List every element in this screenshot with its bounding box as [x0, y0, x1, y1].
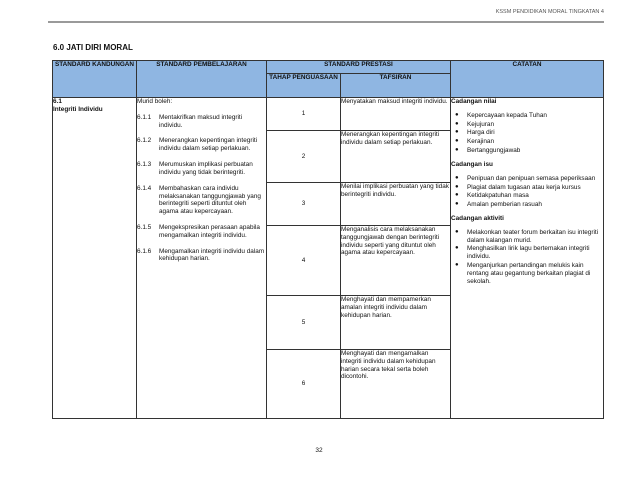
header-divider: [48, 21, 604, 23]
pembelajaran-item-text: Membahaskan cara individu melaksanakan tanggungjawab yang berintegriti seperti dituntut oleh agama atau kepercayaan.: [159, 184, 261, 216]
page-header: [48, 4, 604, 18]
header-standard-kandungan: STANDARD KANDUNGAN: [53, 61, 137, 98]
pembelajaran-item-text: Merumuskan implikasi perbuatan individu yang tidak berintegriti.: [159, 161, 253, 176]
tafsiran-cell: Menghayati dan mengamalkan integriti individu dalam kehidupan harian secara tekal serta boleh dicontohi.: [341, 350, 451, 419]
pembelajaran-item-number: 6.1.2: [137, 137, 152, 145]
section-title: 6.0 JATI DIRI MORAL: [53, 43, 133, 52]
pembelajaran-item-number: 6.1.1: [137, 113, 152, 121]
standard-kandungan-code: 6.1: [53, 98, 62, 105]
tafsiran-cell: Menghayati dan mempamerkan amalan integriti individu dalam kehidupan harian.: [341, 296, 451, 350]
cadangan-isu-list: [451, 175, 603, 209]
list-item: ● Amalan pemberian rasuah: [455, 201, 542, 209]
list-item: ● Menghasilkan lirik lagu bertemakan integriti individu.: [455, 245, 590, 261]
list-item: ● Harga diri: [455, 129, 495, 137]
bullet-icon: ●: [455, 192, 459, 199]
bullet-icon: ●: [455, 147, 459, 154]
cadangan-aktiviti-heading: Cadangan aktiviti: [451, 214, 504, 222]
bullet-icon: ●: [455, 228, 459, 235]
list-item: ● Kepercayaan kepada Tuhan: [455, 111, 547, 119]
tafsiran-cell: Menyatakan maksud integriti individu.: [341, 98, 451, 131]
header-standard-prestasi: STANDARD PRESTASI: [267, 61, 451, 74]
list-item: ● Bertanggungjawab: [455, 147, 521, 155]
pembelajaran-item: [137, 161, 266, 177]
header-tahap: TAHAP PENGUASAAN: [267, 74, 341, 98]
cadangan-nilai-list: [451, 112, 603, 155]
bullet-icon: ●: [455, 120, 459, 127]
list-item: ● Menganjurkan pertandingan melukis kain rentang atau gegantung berkaitan plagiat di sekolah.: [455, 262, 591, 285]
cadangan-isu-heading: Cadangan isu: [451, 160, 493, 168]
pembelajaran-item: [137, 185, 266, 216]
bullet-icon: ●: [455, 138, 459, 145]
tafsiran-cell: Menganalisis cara melaksanakan tanggungjawab dengan berintegriti individu seperti yang dituntut oleh agama atau kepercayaan.: [341, 226, 451, 296]
header-title: KSSM PENDIDIKAN MORAL TINGKATAN 4: [495, 9, 604, 15]
tafsiran-cell: Menilai implikasi perbuatan yang tidak berintegriti individu.: [341, 183, 451, 226]
pembelajaran-item-number: 6.1.5: [137, 223, 152, 231]
pembelajaran-cell: [137, 98, 267, 419]
catatan-cell: [451, 98, 604, 419]
pembelajaran-item-text: Mentakrifkan maksud integriti individu.: [159, 113, 243, 129]
tahap-cell: 5: [267, 296, 341, 350]
pembelajaran-item-text: Mengamalkan integriti individu dalam kehidupan harian.: [159, 247, 265, 263]
tahap-cell: 6: [267, 350, 341, 419]
standard-kandungan-name: Integriti Individu: [53, 105, 103, 113]
curriculum-table: [52, 60, 604, 419]
list-item: ● Kejujuran: [455, 120, 495, 128]
header-standard-pembelajaran: STANDARD PEMBELAJARAN: [137, 61, 267, 98]
pembelajaran-item-number: 6.1.3: [137, 161, 152, 169]
tahap-cell: 4: [267, 226, 341, 296]
list-item: ● Melakonkan teater forum berkaitan isu integriti dalam kalangan murid.: [455, 228, 599, 244]
header-tafsiran: TAFSIRAN: [341, 74, 451, 98]
cadangan-nilai-heading: Cadangan nilai: [451, 98, 497, 105]
pembelajaran-item: [137, 248, 266, 264]
pembelajaran-item-text: Menerangkan kepentingan integriti individu dalam setiap perlakuan.: [159, 137, 258, 153]
pembelajaran-item: [137, 137, 266, 153]
list-item: ● Plagiat dalam tugasan atau kerja kursus: [455, 183, 581, 191]
bullet-icon: ●: [455, 111, 459, 118]
header-catatan: CATATAN: [451, 61, 604, 98]
standard-kandungan-cell: [53, 98, 137, 419]
cadangan-aktiviti-list: [451, 229, 603, 286]
pembelajaran-item-text: Mengekspresikan perasaan apabila mengamalkan integriti individu.: [159, 223, 260, 239]
tahap-cell: 3: [267, 183, 341, 226]
list-item: ● Ketidakpatuhan masa: [455, 192, 529, 200]
bullet-icon: ●: [455, 245, 459, 252]
tafsiran-cell: Menerangkan kepentingan integriti individu dalam setiap perlakuan.: [341, 131, 451, 183]
bullet-icon: ●: [455, 129, 459, 136]
list-item: ● Kerajinan: [455, 138, 495, 146]
pembelajaran-intro: Murid boleh:: [137, 98, 173, 105]
list-item: ● Penipuan dan penipuan semasa peperiksaan: [455, 174, 596, 182]
pembelajaran-item-number: 6.1.6: [137, 247, 152, 255]
pembelajaran-item-number: 6.1.4: [137, 184, 152, 192]
pembelajaran-item: [137, 114, 266, 130]
tahap-cell: 1: [267, 98, 341, 131]
bullet-icon: ●: [455, 174, 459, 181]
bullet-icon: ●: [455, 201, 459, 208]
bullet-icon: ●: [455, 262, 459, 268]
page-number: 32: [315, 447, 323, 454]
tahap-cell: 2: [267, 131, 341, 183]
bullet-icon: ●: [455, 183, 459, 190]
pembelajaran-item: [137, 224, 266, 240]
